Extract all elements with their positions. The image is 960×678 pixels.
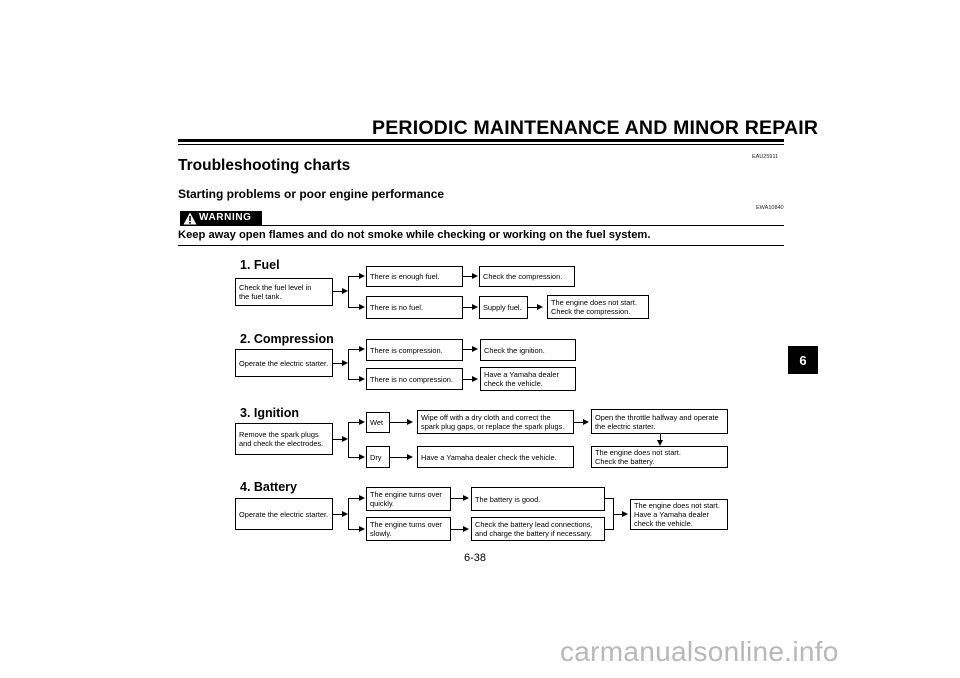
compression-cond2-text: There is no compression. [370,374,453,384]
arrow-icon [472,346,478,352]
connector [333,439,342,440]
connector [348,498,359,499]
warning-code: EWA10840 [756,205,784,211]
battery-res1-box [471,487,605,511]
battery-res2-box [471,517,605,541]
ignition-res1-line1: Wipe off with a dry cloth and correct the [421,413,551,422]
connector [451,529,463,530]
battery-res2-line2: and charge the battery if necessary. [475,529,592,538]
connector [605,498,613,499]
ignition-res1b-line1: Open the throttle halfway and operate [595,412,719,422]
connector [613,514,622,515]
fuel-res2b-box [547,295,649,319]
compression-start-text: Operate the electric starter. [239,358,329,368]
battery-start-box [235,498,333,530]
fuel-cond1-box [366,266,463,287]
warning-rule-bottom [178,245,784,246]
ignition-cond1-text: Wet [370,418,384,427]
battery-res1-text: The battery is good. [475,494,541,504]
connector [348,276,349,307]
battery-cond2-line1: The engine turns over [370,520,442,529]
compression-start-box [235,349,333,377]
fuel-res1-text: Check the compression. [483,272,563,281]
ignition-cond1-box [366,412,390,433]
battery-final-line2: Have a Yamaha dealer [634,510,709,519]
ignition-cond2-box [366,446,390,468]
page-title: Troubleshooting charts [178,157,351,174]
arrow-icon [622,511,628,517]
battery-final-line3: check the vehicle. [634,519,693,528]
arrow-icon [583,419,589,425]
battery-res2-line1: Check the battery lead connections, [475,520,593,529]
section-code: EAU25911 [752,154,779,160]
arrow-icon [359,304,365,310]
header-rule [178,139,784,142]
connector [348,307,359,308]
connector [574,422,583,423]
arrow-icon [359,495,365,501]
compression-cond1-text: There is compression. [370,345,443,355]
watermark: carmanualsonline.info [560,636,839,667]
connector [348,529,359,530]
battery-final-box [630,499,728,530]
battery-cond1-box [366,487,451,511]
battery-final-line1: The engine does not start. [634,501,720,510]
ignition-res1c-line1: The engine does not start. [595,448,681,457]
compression-res2-box [480,367,576,391]
compression-res2-line1: Have a Yamaha dealer [484,370,559,379]
arrow-icon [472,273,478,279]
warning-text: Keep away open flames and do not smoke while checking or working on the fuel system. [178,229,651,241]
arrow-icon [472,304,478,310]
connector [348,276,359,277]
fuel-start-box [235,278,333,306]
battery-start-text: Operate the electric starter. [239,509,329,519]
connector [348,498,349,529]
arrow-icon [463,526,469,532]
arrow-icon [359,419,365,425]
connector [333,363,342,364]
connector [451,498,463,499]
ignition-res1c-box [591,446,728,468]
fuel-res2b-line2: Check the compression. [551,307,631,316]
ignition-cond2-text: Dry [370,452,382,462]
battery-cond1-line1: The engine turns over [370,490,442,499]
arrow-icon [359,273,365,279]
ignition-res1b-line2: the electric starter. [595,421,656,431]
connector [333,514,342,515]
ignition-res1b-box [591,409,728,434]
connector [348,349,359,350]
subheading: Starting problems or poor engine performance [178,187,445,201]
warning-rule [262,225,784,226]
page-header-title: PERIODIC MAINTENANCE AND MINOR REPAIR [372,117,819,139]
connector [348,457,359,458]
ignition-res1-box [417,410,574,434]
connector [348,422,359,423]
fuel-cond1-text: There is enough fuel. [370,272,440,281]
page-number: 6-38 [464,552,487,564]
fuel-res2b-line1: The engine does not start. [551,298,637,307]
connector [348,379,359,380]
chapter-tab: 6 [788,346,818,374]
compression-res1-box [480,339,576,361]
battery-cond1-line2: quickly. [370,499,395,508]
warning-badge [180,211,262,226]
battery-section-title: 4. Battery [240,480,297,494]
arrow-icon [359,454,365,460]
fuel-section-title: 1. Fuel [240,258,280,272]
header-rule-thin [178,144,784,145]
connector [390,422,407,423]
battery-cond2-line2: slowly. [370,529,392,538]
fuel-start-line1: Check the fuel level in [239,283,312,292]
arrow-icon [472,376,478,382]
fuel-cond2-text: There is no fuel. [370,303,423,312]
fuel-cond2-box [366,296,463,319]
compression-section-title: 2. Compression [240,332,334,346]
connector [348,349,349,379]
arrow-icon [359,526,365,532]
fuel-res2-box [479,296,528,319]
connector [463,349,472,350]
compression-cond2-box [366,368,463,390]
ignition-section-title: 3. Ignition [240,406,300,420]
compression-cond1-box [366,339,463,361]
warning-label: WARNING [199,212,252,223]
compression-res2-line2: check the vehicle. [484,379,543,388]
ignition-res2-text: Have a Yamaha dealer check the vehicle. [421,452,557,462]
ignition-start-box [235,423,333,455]
fuel-start-line2: the fuel tank. [239,292,282,301]
arrow-icon [537,304,543,310]
ignition-start-line2: and check the electrodes. [239,439,324,448]
connector [528,307,537,308]
ignition-start-line1: Remove the spark plugs [239,430,319,439]
connector [333,291,342,292]
connector [605,529,613,530]
connector [463,276,472,277]
arrow-icon [407,419,413,425]
ignition-res1c-line2: Check the battery. [595,457,655,466]
arrow-icon [359,346,365,352]
arrow-icon [359,376,365,382]
arrow-icon [463,495,469,501]
ignition-res1-line2: spark plug gaps, or replace the spark plugs. [421,422,565,431]
arrow-icon [407,454,413,460]
ignition-res2-box [417,446,574,468]
connector [390,457,407,458]
fuel-res1-box [479,266,575,287]
connector [348,422,349,457]
warning-triangle-icon [183,212,197,225]
compression-res1-text: Check the ignition. [484,345,545,355]
connector [463,379,472,380]
battery-cond2-box [366,517,451,541]
fuel-res2-text: Supply fuel. [483,303,522,312]
connector [463,307,472,308]
